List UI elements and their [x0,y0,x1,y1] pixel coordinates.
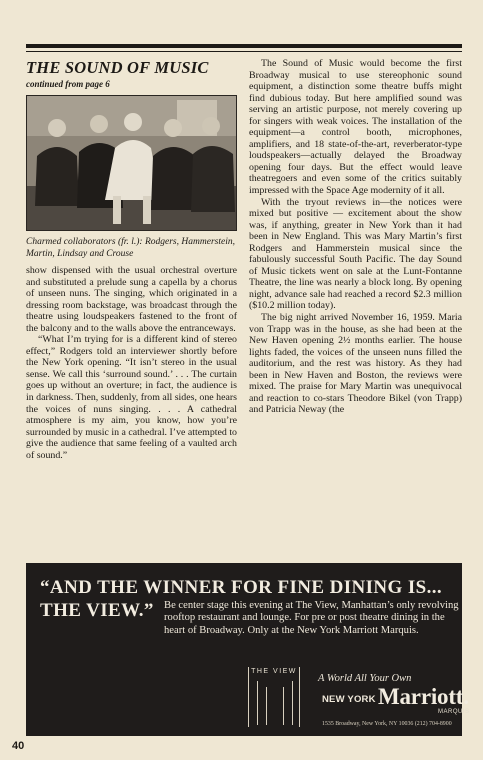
continued-note: continued from page 6 [26,79,110,89]
left-paragraph-1: show dispensed with the usual orchestral overture and substituted a prelude sung a capella by a chorus of unseen nuns. The singing, which originated in a dressing room backstage, was broadcast through the theatre using loudspeakers fastened to the front of the balcony and to the walls above the entranceways. [26,265,237,334]
the-view-logo-bars [257,681,293,725]
the-view-logo [248,667,300,727]
left-paragraph-2: “What I’m trying for is a different kind of stereo effect,” Rodgers told an interviewer shortly before the New York opening. “It isn’t stereo in the usual sense. We call this ‘surround sound.’ . . . The curtain goes up without an overture; in fact, the audience is in darkness. Then, suddenly, from all sides, one hears the voices of nuns singing. . . . A cathedral atmosphere is my aim, you know, how you’re surrounded by music in a cathedral. I’ve attempted to give the audience that same feeling of a vaulted arch of sound.” [26,334,237,461]
view-restaurant-ad [26,563,470,736]
ad-marquis: MARQUIS [438,709,470,715]
right-paragraph-3: The big night arrived November 16, 1959. Maria von Trapp was in the house, as she had been at the New Haven opening 2½ months earlier. The house lights faded, the voices of the unseen nuns filled the auditorium, and the rest was history. As they had been in New Haven and Boston, the reviews were mixed. The praise for Mary Martin was unequivocal and reaction to co-stars Theodore Bikel (von Trapp) and Patricia Neway (the [249,312,462,416]
ad-the-view: THE VIEW.” [40,600,154,621]
photo-caption: Charmed collaborators (fr. l.): Rodgers, Hammerstein, Martin, Lindsay and Crouse [26,237,235,259]
top-rule-thick [26,44,462,48]
left-body [26,265,237,461]
ad-copy: Be center stage this evening at The View, Manhattan’s only revolving rooftop restaurant and lounge. For pre or post theatre dining in the heart of Broadway. Only at the New York Marriott Marquis. [164,600,459,636]
the-view-logo-text: THE VIEW [251,668,297,675]
right-paragraph-1: The Sound of Music would become the first Broadway musical to use stereophonic sound equipment, a distinction some theatre buffs might find dubious today. But here amplified sound was serving an artistic purpose, not merely covering up for singers with weak voices. The installation of the equipment—a control booth, microphones, amplifiers, and 18 state-of-the-art, reverberator-type loudspeakers—actually delayed the Broadway opening four days. But the effect would leave theatregoers and even some of the critics suitably impressed with the Space Age modernity of it all. [249,58,462,197]
ad-headline: “AND THE WINNER FOR FINE DINING IS... [40,577,443,598]
right-body [249,58,462,416]
collaborators-photo [26,95,237,231]
ad-tagline: A World All Your Own [318,673,412,684]
ad-address: 1535 Broadway, New York, NY 10036 (212) 704-8900 [322,721,452,727]
page-number: 40 [12,740,25,752]
right-paragraph-2: With the tryout reviews in—the notices were mixed but positive — excitement about the show was, if anything, greater in New York than it had been in New England. This was Mary Martin’s first Rodgers and Hammerstein musical since the fabulously successful South Pacific. The day Sound of Music tickets went on sale at the Lunt-Fontanne Theatre, the line was nearly a block long. By opening night, advance sale had reached a record $2.3 million ($10.2 million today). [249,196,462,312]
photo-illustration [27,96,236,230]
left-column [26,58,237,461]
top-rule-thin [26,51,462,52]
marriott-logo: Marriott. [378,684,469,709]
right-column [249,58,462,416]
ad-new-york: NEW YORK [322,694,376,705]
article-headline: THE SOUND OF MUSIC [26,58,209,77]
